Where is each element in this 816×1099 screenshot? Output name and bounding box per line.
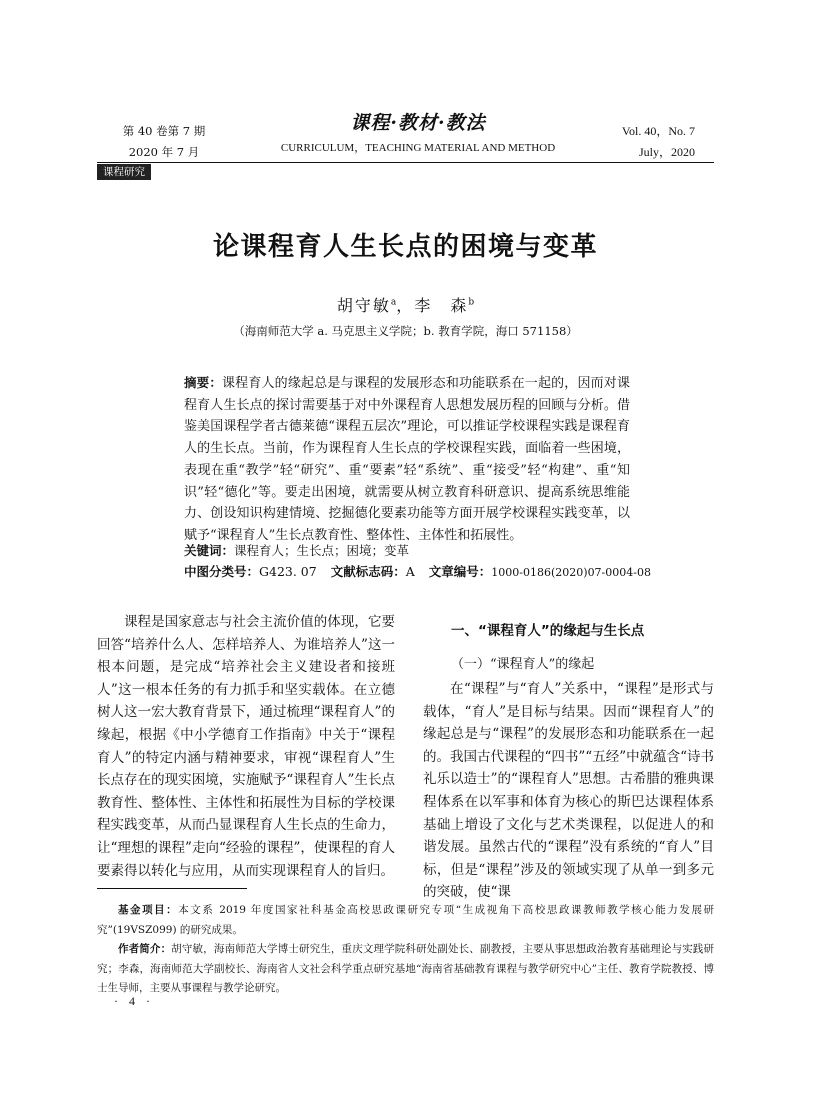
abstract-text: 课程育人的缘起总是与课程的发展形态和功能联系在一起的，因而对课程育人生长点的探讨需要基于对中外课程育人思想发展历程的回顾与分析。借鉴美国课程学者古德莱德“课程五层次”理论，可以推证学校课程实践是课程育人的生长点。当前，作为课程育人生长点的学校课程实践，面临着一些困境，表现在重“教学”轻“研究”、重“要素”轻“系统”、重“接受”轻“构建”、重“知识”轻“德化”等。要走出困境，就需要从树立教育科研意识、提高系统思维能力、创设知识构建情境、挖掘德化要素功能等方面开展学校课程实践变革，以赋予“课程育人”生长点教育性、整体性、主体性和拓展性。	[184, 376, 630, 543]
footnote-author	[97, 940, 714, 999]
header-issue-cn	[119, 121, 209, 163]
date-en: July，2020	[638, 145, 695, 159]
section-tag: 课程研究	[97, 164, 151, 180]
body-column-right	[423, 620, 714, 904]
doc-code-value: A	[405, 564, 415, 579]
classification-line	[184, 562, 651, 583]
section-heading: 一、“课程育人”的缘起与生长点	[451, 623, 645, 639]
body-paragraph: 在“课程”与“育人”关系中，“课程”是形式与载体，“育人”是目标与结果。因而“课程育人”的缘起总是与“课程”的发展形态和功能联系在一起的。我国古代课程的“四书”“五经”中就蕴含“诗书礼乐以造士”的“课程育人”思想。古希腊的雅典课程体系在以军事和体育为核心的斯巴达课程体系基础上增设了文化与艺术类课程，以促进人的和谐发展。虽然古代的“课程”没有系统的“育人”目标，但是“课程”涉及的领域实现了从单一到多元的突破，使“课	[423, 681, 715, 901]
author-name: 胡守敏	[336, 296, 391, 315]
journal-name-en: CURRICULUM，TEACHING MATERIAL AND METHOD	[280, 142, 556, 154]
page-number: · 4 ·	[114, 994, 154, 1008]
author-affil-mark: a	[390, 297, 397, 308]
article-title: 论课程育人生长点的困境与变革	[212, 232, 598, 262]
keywords	[184, 541, 409, 561]
body-column-left	[97, 611, 395, 882]
doc-code-label: 文献标志码：	[330, 564, 406, 579]
journal-name-cn: 课程·教材·教法	[350, 112, 486, 134]
abstract-label: 摘要：	[184, 375, 222, 390]
body-paragraph: 课程是国家意志与社会主流价值的体现，它要回答“培养什么人、怎样培养人、为谁培养人”这一根本问题，是完成“培养社会主义建设者和接班人”这一根本任务的有力抓手和坚实载体。在立德树人这一宏大教育背景下，通过梳理“课程育人”的缘起，根据《中小学德育工作指南》中关于“课程育人”的特定内涵与精神要求，审视“课程育人”生长点存在的现实困境，实施赋予“课程育人”生长点教育性、整体性、主体性和拓展性为目标的学校课程实践变革，从而凸显课程育人生长点的生命力，让“理想的课程”走向“经验的课程”，使课程的育人要素得以转化与应用，从而实现课程育人的旨归。	[97, 614, 395, 879]
keywords-text: 课程育人；生长点；困境；变革	[234, 543, 410, 558]
journal-masthead	[258, 112, 578, 157]
header-issue-en	[622, 121, 695, 163]
fund-label: 基金项目：	[118, 904, 179, 916]
keywords-label: 关键词：	[184, 543, 235, 558]
footnote-rule	[97, 888, 247, 889]
article-number-value: 1000-0186(2020)07-0004-08	[491, 566, 651, 579]
affiliation: （海南师范大学 a. 马克思主义学院；b. 教育学院，海口 571158）	[233, 324, 578, 338]
author-bio-text: 胡守敏，海南师范大学博士研究生，重庆文理学院科研处副处长、副教授，主要从事思想政治教育基础理论与实践研究；李森，海南师范大学副校长、海南省人文社会科学重点研究基地“海南省基础教育课程与教学研究中心”主任、教育学院教授、博士生导师，主要从事课程与教学论研究。	[97, 943, 715, 994]
footnotes	[97, 901, 714, 999]
subsection-heading: （一）“课程育人”的缘起	[451, 657, 595, 672]
author-affil-mark: b	[468, 297, 475, 308]
clc-label: 中图分类号：	[184, 564, 260, 579]
fund-text: 本文系 2019 年度国家社科基金高校思政课研究专项“生成视角下高校思政课教师教学核心能力发展研究”(19VSZ099) 的研究成果。	[97, 904, 714, 936]
issue-cn: 第 40 卷第 7 期	[122, 124, 206, 138]
header-rule	[97, 162, 714, 163]
issue-en: Vol. 40，No. 7	[621, 124, 695, 138]
date-cn: 2020 年 7 月	[128, 145, 200, 159]
clc-value: G423. 07	[259, 564, 317, 579]
footnote-fund	[97, 901, 714, 940]
author-line	[97, 293, 714, 316]
abstract	[184, 372, 630, 547]
author-separator: ，	[396, 296, 415, 315]
article-number-label: 文章编号：	[428, 564, 492, 579]
author-bio-label: 作者简介：	[118, 943, 172, 955]
author-name: 李 森	[414, 296, 469, 315]
